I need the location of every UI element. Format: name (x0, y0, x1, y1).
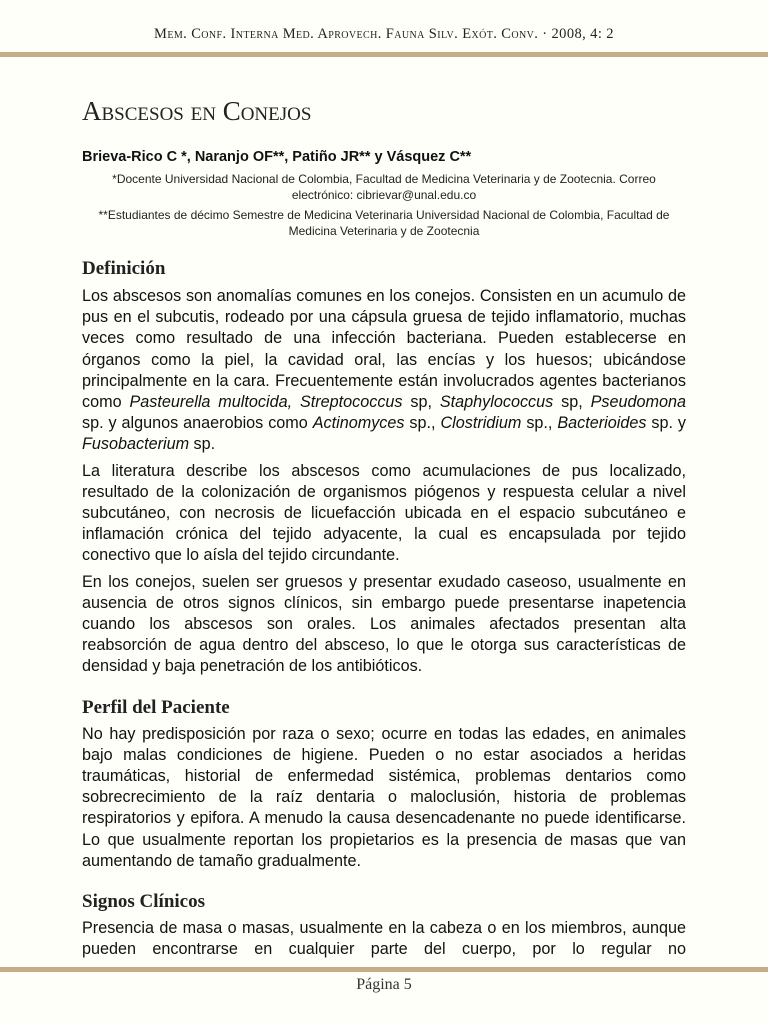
page-content (82, 96, 686, 960)
author-list: Brieva-Rico C *, Naranjo OF**, Patiño JR** y Vásquez C** (82, 149, 472, 165)
affiliation-teacher: *Docente Universidad Nacional de Colombia, Facultad de Medicina Veterinaria y de Zootecnia. Correo electrónico: cibrievar@unal.edu.co (112, 172, 656, 202)
signos-paragraph-1: Presencia de masa o masas, usualmente en la cabeza o en los miembros, aunque pueden encontrarse en cualquier parte del cuerpo, por lo regular no (82, 919, 686, 959)
definicion-paragraph-3: En los conejos, suelen ser gruesos y presentar exudado caseoso, usualmente en ausencia de otros signos clínicos, sin embargo puede presentarse inapetencia cuando los abscesos son orales. Los animales afectados presentan alta reabsorción de agua dentro del absceso, lo que le otorga sus características de densidad y baja penetración de los antibióticos. (82, 572, 686, 676)
definicion-paragraph-2: La literatura describe los abscesos como acumulaciones de pus localizado, resultado de la colonización de organismos piógenos y respuesta celular a nivel subcutáneo, con necrosis de licuefacción ubicada en el espacio subcutáneo e inflamación crónica del tejido adyacente, la cual es encapsulada por tejido conectivo que lo aísla del tejido circundante. (82, 461, 686, 565)
section-heading-definicion: Definición (82, 258, 166, 279)
page-number: Página 5 (356, 976, 412, 993)
section-heading-perfil: Perfil del Paciente (82, 696, 230, 718)
running-head: Mem. Conf. Interna Med. Aprovech. Fauna Silv. Exót. Conv. · 2008, 4: 2 (154, 26, 614, 42)
footer-rule (0, 967, 768, 972)
affiliation-students: **Estudiantes de décimo Semestre de Medicina Veterinaria Universidad Nacional de Colombia, Facultad de Medicina Veterinaria y de Zootecnia (98, 208, 670, 238)
section-heading-signos: Signos Clínicos (82, 891, 206, 913)
definicion-paragraph-1: Los abscesos son anomalías comunes en los conejos. Consisten en un acumulo de pus en el subcutis, rodeado por una cápsula gruesa de tejido inflamatorio, muchas veces como resultado de una infección bacteriana. Pueden establecerse en órganos como la piel, la cavidad oral, las encías y los huesos; ubicándose principalmente en la cara. Frecuentemente están involucrados agentes bacterianos como Pasteurella multocida, Streptococcus sp, Staphylococcus sp, Pseudomona sp. y algunos anaerobios como Actinomyces sp., Clostridium sp., Bacterioides sp. y Fusobacterium sp. (82, 287, 687, 454)
header-rule (0, 52, 768, 57)
perfil-paragraph-1: No hay predisposición por raza o sexo; ocurre en todas las edades, en animales bajo malas condiciones de higiene. Pueden o no estar asociados a heridas traumáticas, historial de enfermedad sistémica, problemas dentarios como sobrecrecimiento de la raíz dentaria o maloclusión, historia de problemas respiratorios y epifora. A menudo la causa desencadenante no puede identificarse. Lo que usualmente reportan los propietarios es la presencia de masas que van aumentando de tamaño gradualmente. (82, 724, 686, 870)
article-title: Abscesos en Conejos (82, 96, 312, 126)
